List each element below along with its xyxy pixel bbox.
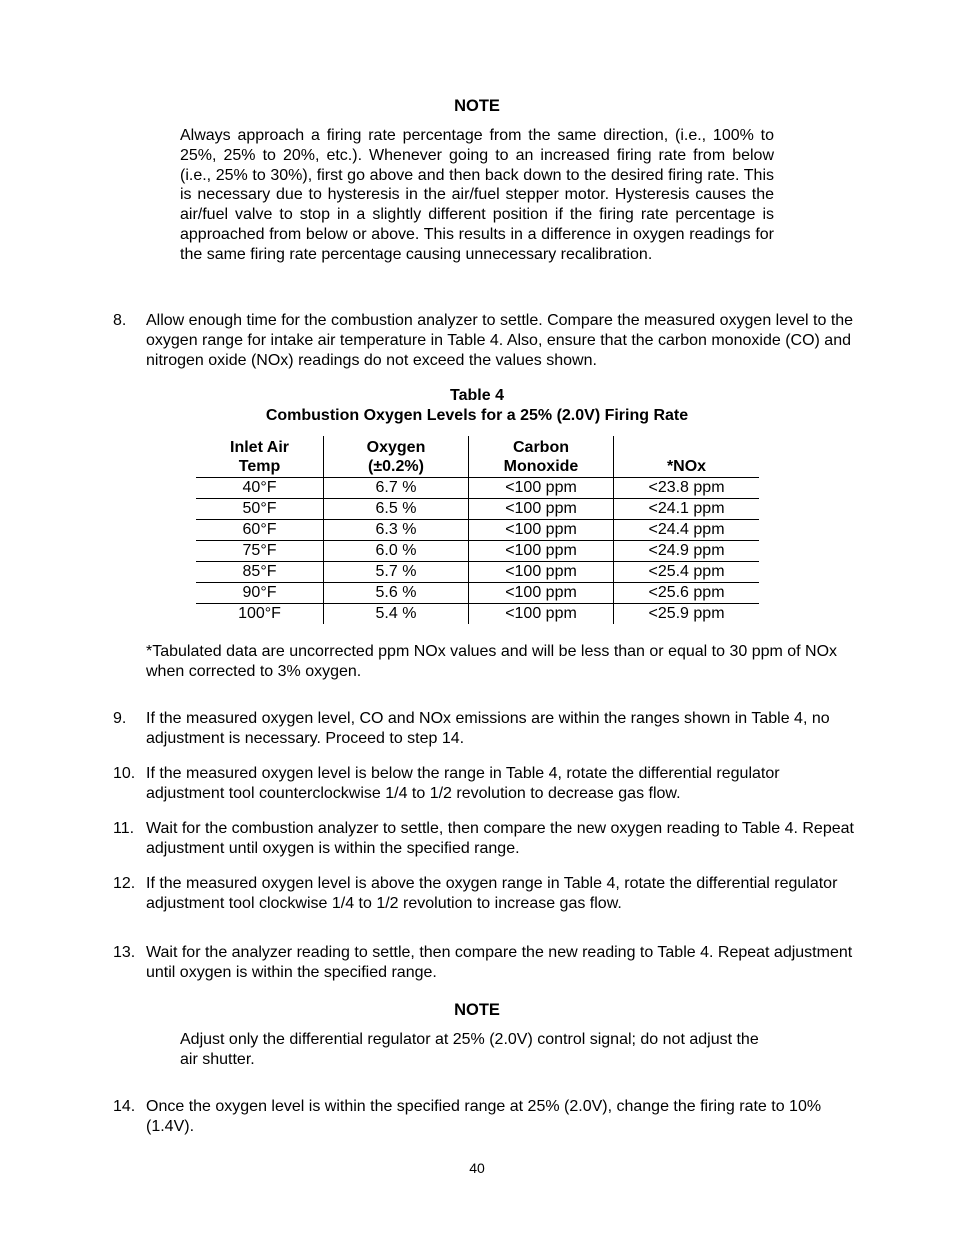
header-line: *NOx bbox=[666, 458, 707, 475]
table-cell: <24.4 ppm bbox=[614, 520, 760, 541]
header-inlet-air-temp bbox=[196, 436, 324, 478]
table-row bbox=[196, 478, 759, 499]
note-title: NOTE bbox=[454, 1001, 500, 1019]
table-cell: <25.6 ppm bbox=[614, 583, 760, 604]
table-caption: Combustion Oxygen Levels for a 25% (2.0V) Firing Rate bbox=[265, 407, 689, 424]
header-line: (±0.2%) bbox=[368, 458, 424, 475]
step-number: 14. bbox=[113, 1098, 136, 1115]
table-cell: <100 ppm bbox=[469, 478, 614, 499]
step-number: 10. bbox=[113, 765, 136, 782]
table-cell: <24.1 ppm bbox=[614, 499, 760, 520]
step-number: 8. bbox=[113, 312, 127, 329]
table-row bbox=[196, 520, 759, 541]
table-cell: <24.9 ppm bbox=[614, 541, 760, 562]
table-cell: <100 ppm bbox=[469, 541, 614, 562]
table-cell: 6.3 % bbox=[324, 520, 469, 541]
table-cell: <23.8 ppm bbox=[614, 478, 760, 499]
table-cell: 85°F bbox=[196, 562, 324, 583]
table-row bbox=[196, 583, 759, 604]
step-number: 9. bbox=[113, 710, 127, 727]
table-row bbox=[196, 604, 759, 625]
table-cell: 40°F bbox=[196, 478, 324, 499]
page-number: 40 bbox=[469, 1160, 485, 1176]
step-number: 13. bbox=[113, 944, 136, 961]
step-text: If the measured oxygen level is above the oxygen range in Table 4, rotate the differential regulator adjustment tool clockwise 1/4 to 1/2 revolution to increase gas flow. bbox=[146, 875, 838, 912]
table-cell: 6.7 % bbox=[324, 478, 469, 499]
table-header-row bbox=[196, 436, 759, 478]
table-cell: <100 ppm bbox=[469, 583, 614, 604]
table-cell: <100 ppm bbox=[469, 562, 614, 583]
step-text: If the measured oxygen level, CO and NOx emissions are within the ranges shown in Table 4, no adjustment is necessary. Proceed to step 14. bbox=[146, 710, 830, 747]
header-line: Oxygen bbox=[366, 439, 426, 456]
table-cell: 6.0 % bbox=[324, 541, 469, 562]
header-oxygen bbox=[324, 436, 469, 478]
table-footnote: *Tabulated data are uncorrected ppm NOx values and will be less than or equal to 30 ppm of NOx when corrected to 3% oxygen. bbox=[146, 643, 838, 680]
table-cell: 5.6 % bbox=[324, 583, 469, 604]
header-carbon-monoxide bbox=[469, 436, 614, 478]
table-cell: 6.5 % bbox=[324, 499, 469, 520]
table-cell: <100 ppm bbox=[469, 520, 614, 541]
header-line: Carbon bbox=[513, 439, 569, 456]
step-number: 11. bbox=[113, 820, 135, 837]
header-nox bbox=[614, 436, 760, 478]
note-body: Always approach a firing rate percentage from the same direction, (i.e., 100% to 25%, 25% to 20%, etc.). Whenever going to an increased firing rate from below (i.e., 25% to 30%), first go above and then back down to the desired firing rate. This is necessary due to hysteresis in the air/fuel stepper motor. Hysteresis causes the air/fuel valve to stop in a slightly different position if the firing rate percentage is approached from below or above. This results in a difference in oxygen readings for the same firing rate percentage causing unnecessary recalibration. bbox=[180, 127, 774, 263]
header-line: Inlet Air bbox=[230, 439, 289, 456]
header-line bbox=[614, 438, 759, 457]
step-text: Wait for the analyzer reading to settle, then compare the new reading to Table 4. Repeat adjustment until oxygen is within the specified range. bbox=[146, 944, 853, 981]
oxygen-levels-table bbox=[196, 436, 759, 624]
table-row bbox=[196, 562, 759, 583]
table-cell: 5.7 % bbox=[324, 562, 469, 583]
note-body: Adjust only the differential regulator at 25% (2.0V) control signal; do not adjust the air shutter. bbox=[180, 1031, 759, 1068]
step-text: Once the oxygen level is within the specified range at 25% (2.0V), change the firing rate to 10% (1.4V). bbox=[146, 1098, 822, 1135]
table-cell: <25.9 ppm bbox=[648, 605, 725, 622]
table-cell: 5.4 % bbox=[324, 604, 469, 625]
table-cell: <25.4 ppm bbox=[614, 562, 760, 583]
table-row bbox=[196, 541, 759, 562]
step-text: Wait for the combustion analyzer to settle, then compare the new oxygen reading to Table 4. Repeat adjustment until oxygen is within the specified range. bbox=[146, 820, 854, 857]
table-cell: 90°F bbox=[196, 583, 324, 604]
note-title: NOTE bbox=[454, 97, 500, 115]
table-cell: 100°F bbox=[196, 604, 324, 625]
step-text: Allow enough time for the combustion analyzer to settle. Compare the measured oxygen level to the oxygen range for intake air temperature in Table 4. Also, ensure that the carbon monoxide (CO) and nitrogen oxide (NOx) readings do not exceed the values shown. bbox=[146, 312, 854, 369]
table-cell: 60°F bbox=[196, 520, 324, 541]
header-line: Temp bbox=[238, 458, 281, 475]
table-cell: 75°F bbox=[196, 541, 324, 562]
step-number: 12. bbox=[113, 875, 136, 892]
table-cell: <100 ppm bbox=[469, 604, 614, 625]
table-label: Table 4 bbox=[450, 387, 504, 404]
header-line: Monoxide bbox=[503, 458, 579, 475]
step-text: If the measured oxygen level is below the range in Table 4, rotate the differential regulator adjustment tool counterclockwise 1/4 to 1/2 revolution to decrease gas flow. bbox=[146, 765, 780, 802]
table-row bbox=[196, 499, 759, 520]
table-cell: <100 ppm bbox=[469, 499, 614, 520]
table-cell: 50°F bbox=[196, 499, 324, 520]
